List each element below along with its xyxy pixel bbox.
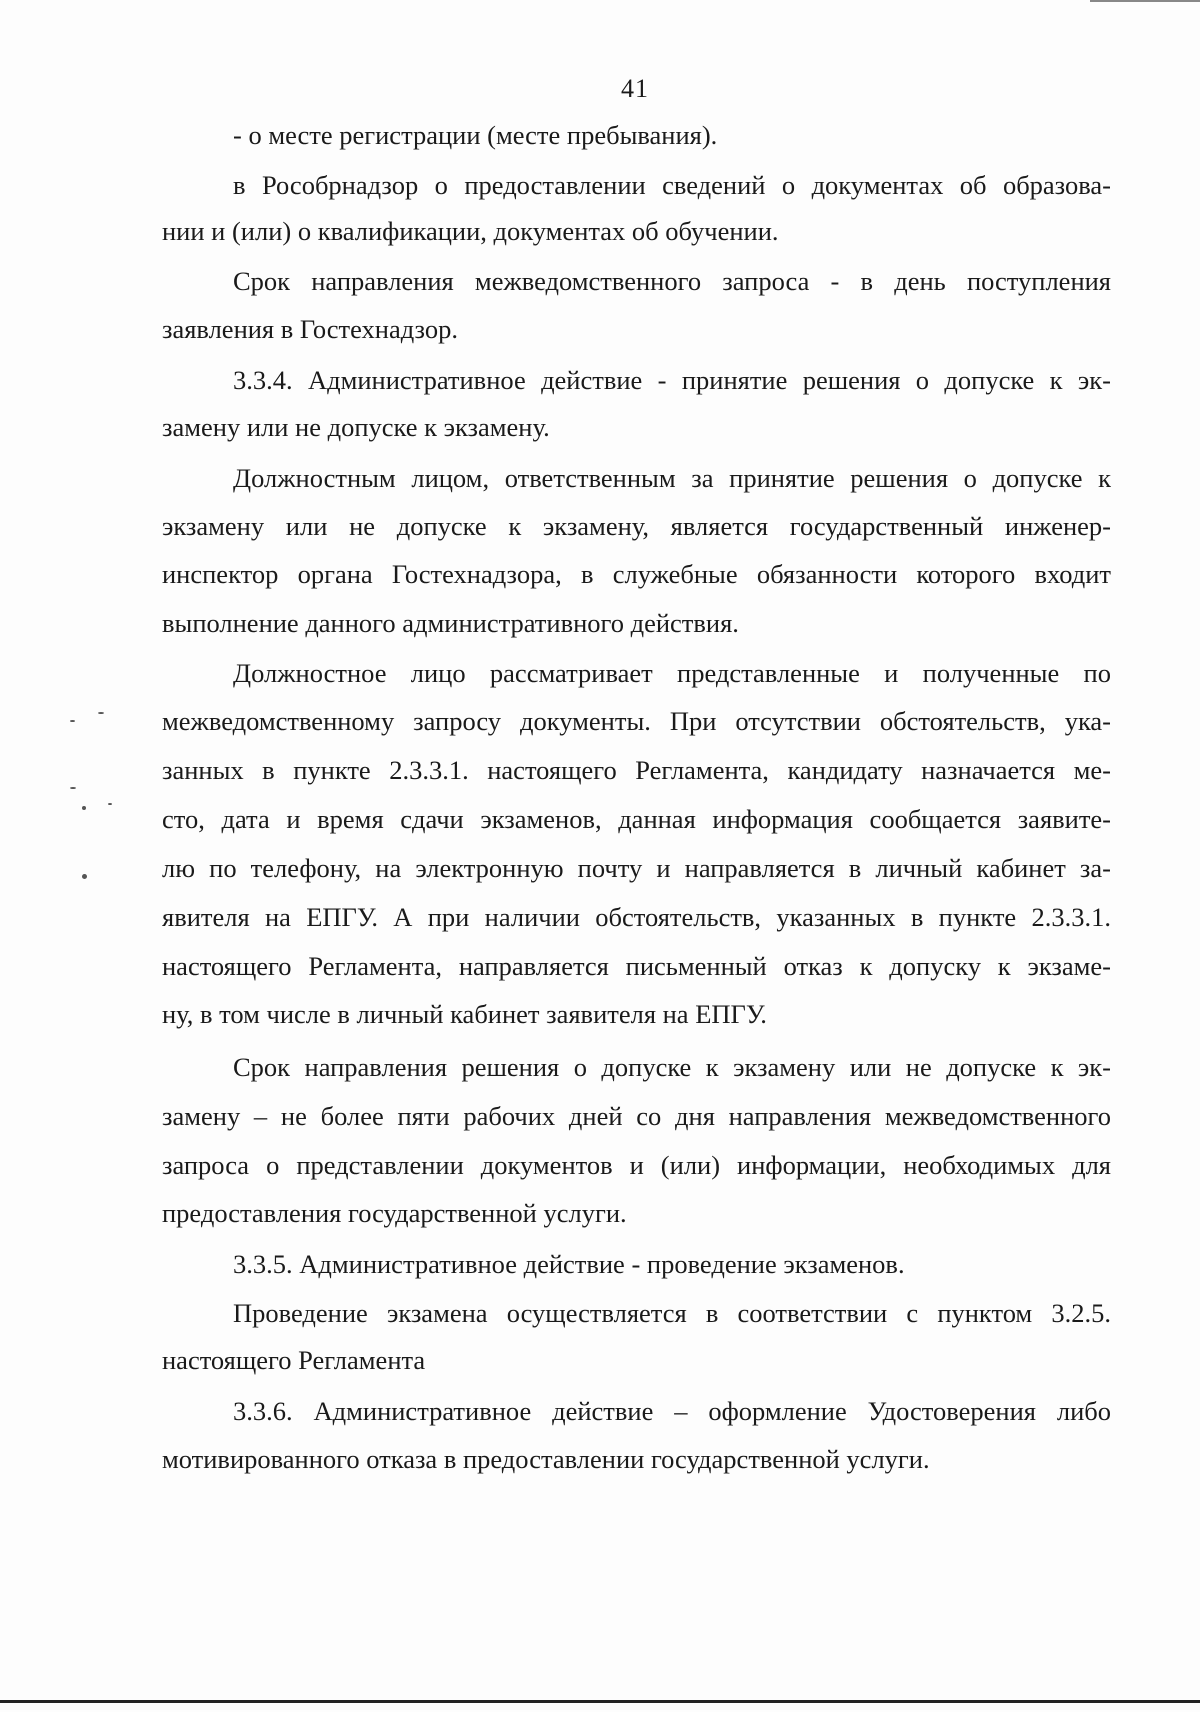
text-line: сто, дата и время сдачи экзаменов, данная информация сообщается заявите- — [162, 804, 1111, 834]
text-line: настоящего Регламента — [162, 1345, 426, 1375]
text-line: нии и (или) о квалификации, документах об обучении. — [162, 216, 779, 246]
text-line: Срок направления решения о допуске к экзамену или не допуске к эк- — [233, 1052, 1111, 1082]
text-line: экзамену или не допуске к экзамену, является государственный инженер- — [162, 511, 1111, 541]
text-line: занных в пункте 2.3.3.1. настоящего Регламента, кандидату назначается ме- — [162, 755, 1111, 785]
text-line: Проведение экзамена осуществляется в соответствии с пунктом 3.2.5. — [233, 1298, 1111, 1328]
page-number: 41 — [621, 74, 649, 103]
scan-speck — [108, 803, 112, 805]
text-line: замену – не более пяти рабочих дней со дня направления межведомственного — [162, 1101, 1111, 1131]
text-line: выполнение данного административного действия. — [162, 608, 739, 638]
text-line: в Рособрнадзор о предоставлении сведений о документах об образова- — [233, 170, 1111, 200]
text-line: заявления в Гостехнадзор. — [162, 314, 458, 344]
text-line: 3.3.6. Административное действие – оформление Удостоверения либо — [233, 1396, 1111, 1426]
scan-speck — [70, 787, 76, 789]
scan-speck — [82, 874, 87, 879]
text-line: Должностное лицо рассматривает представленные и полученные по — [233, 658, 1111, 688]
scan-edge-line — [1090, 0, 1200, 2]
text-line: лю по телефону, на электронную почту и направляется в личный кабинет за- — [162, 853, 1111, 883]
text-line: - о месте регистрации (месте пребывания). — [233, 120, 718, 150]
scan-edge-line — [0, 1700, 1200, 1703]
scan-speck — [82, 806, 86, 810]
text-line: Должностным лицом, ответственным за принятие решения о допуске к — [233, 463, 1111, 493]
text-line: настоящего Регламента, направляется письменный отказ к допуску к экзаме- — [162, 951, 1111, 981]
scan-speck — [70, 720, 75, 722]
text-line: предоставления государственной услуги. — [162, 1198, 627, 1228]
text-line: 3.3.4. Административное действие - принятие решения о допуске к эк- — [233, 365, 1111, 395]
text-line: инспектор органа Гостехнадзора, в служебные обязанности которого входит — [162, 559, 1111, 589]
text-line: межведомственному запросу документы. При отсутствии обстоятельств, ука- — [162, 706, 1111, 736]
text-line: запроса о представлении документов и (или) информации, необходимых для — [162, 1150, 1111, 1180]
text-line: ну, в том числе в личный кабинет заявителя на ЕПГУ. — [162, 999, 767, 1029]
text-line: явителя на ЕПГУ. А при наличии обстоятельств, указанных в пункте 2.3.3.1. — [162, 902, 1111, 932]
text-line: Срок направления межведомственного запроса - в день поступления — [233, 266, 1111, 296]
text-line: мотивированного отказа в предоставлении государственной услуги. — [162, 1444, 930, 1474]
text-line: 3.3.5. Административное действие - проведение экзаменов. — [233, 1249, 905, 1279]
scan-speck — [98, 712, 104, 714]
text-line: замену или не допуске к экзамену. — [162, 412, 550, 442]
